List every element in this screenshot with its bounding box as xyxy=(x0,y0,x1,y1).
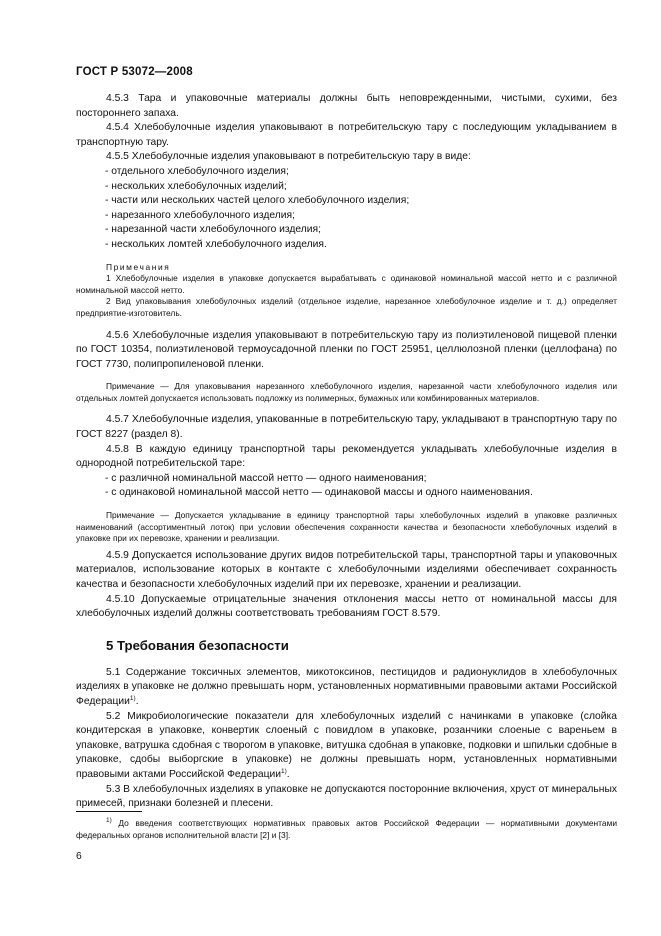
footnote-separator xyxy=(76,811,142,812)
clause-5-2-text: 5.2 Микробиологические показатели для хлебобулочных изделий с начинками в упаковке (слойка кондитерская в упаковке, конвертик слоеный с повидлом в упаковке, розанчики слоеные с вареньем в упаковке, ватрушка сдобная с творогом в упаковке, витушка сдобная в упаковке, подковки и шпильки сдобные в упаковке, сдобы выборгские в упаковке) не должны превышать норм, установленных нормативными правовыми актами Российской Федерации xyxy=(76,710,617,780)
footnote-ref: 1) xyxy=(129,694,136,702)
clause-4-5-5: 4.5.5 Хлебобулочные изделия упаковывают в потребительскую тару в виде: xyxy=(106,151,471,163)
document-header: ГОСТ Р 53072—2008 xyxy=(76,66,193,78)
clause-4-5-6: 4.5.6 Хлебобулочные изделия упаковывают в потребительскую тару из полиэтиленовой пищевой пленки по ГОСТ 10354, полиэтиленовой термоусадочной пленки по ГОСТ 25951, целлюлозной пленки (целлофана) по ГОСТ 7730, полипропиленовой пленки. xyxy=(76,329,617,370)
clause-4-5-3: 4.5.3 Тара и упаковочные материалы должны быть неповрежденными, чистыми, сухими, без постороннего запаха. xyxy=(76,93,617,119)
list-item: - с одинаковой номинальной массой нетто — одинаковой массы и одного наименования. xyxy=(105,487,533,499)
footnote-ref: 1) xyxy=(281,767,287,775)
footnote-text: До введения соответствующих нормативных правовых актов Российской Федерации — нормативными документами федеральных органов исполнительной власти [2] и [3]. xyxy=(76,818,618,840)
clause-4-5-10: 4.5.10 Допускаемые отрицательные значения отклонения массы нетто от номинальной массы для хлебобулочных изделий должны соответствовать требованиям ГОСТ 8.579. xyxy=(76,593,617,620)
footnote xyxy=(76,818,617,841)
clause-4-5-9: 4.5.9 Допускается использование других видов потребительской тары, транспортной тары и упаковочных материалов, использование которых в контакте с хлебобулочными изделиями обеспечивает сохранность качества и безопасности хлебобулочных изделий при их перевозке, хранении и реализации. xyxy=(76,549,617,590)
document-body xyxy=(76,92,617,812)
footnote-mark: 1) xyxy=(106,817,112,824)
note-item: 1 Хлебобулочные изделия в упаковке допускается вырабатывать с одинаковой номинальной массой нетто и с различной номинальной массой нетто. xyxy=(76,273,617,295)
list-item: - нескольких хлебобулочных изделий; xyxy=(105,180,287,192)
clause-5-1: 5.1 Содержание токсичных элементов, микотоксинов, пестицидов и радионуклидов в хлебобулочных изделиях в упаковке не должно превышать норм, установленных нормативными правовыми актами Российской Федерации$^{1)}$. xyxy=(76,666,617,707)
section-title: 5 Требования безопасности xyxy=(106,637,289,653)
clause-5-3: 5.3 В хлебобулочных изделиях в упаковке не допускаются посторонние включения, хруст от минеральных примесей, признаки болезней и плесени. xyxy=(76,783,617,810)
list-item: - нарезанной части хлебобулочного изделия; xyxy=(105,224,321,236)
list-item: - нарезанного хлебобулочного изделия; xyxy=(105,209,295,221)
clause-4-5-4: 4.5.4 Хлебобулочные изделия упаковывают в потребительскую тару с последующим укладыванием в транспортную тару. xyxy=(76,122,617,148)
note: Примечание — Допускается укладывание в единицу транспортной тары хлебобулочных изделий в упаковке различных наименований (ассортиментный лоток) при условии обеспечения сохранности качества и безопасности хлебобулочных изделий в упаковке при их перевозке, хранении и реализации. xyxy=(76,510,617,544)
list-item: - отдельного хлебобулочного изделия; xyxy=(105,165,289,177)
clause-5-1-text: 5.1 Содержание токсичных элементов, микотоксинов, пестицидов и радионуклидов в хлебобулочных изделиях в упаковке не должно превышать норм, установленных нормативными правовыми актами Российской Федерации xyxy=(76,666,617,707)
note: Примечание — Для упаковывания нарезанного хлебобулочного изделия, нарезанной части хлебобулочного изделия или отдельных ломтей допускается использовать подложку из полимерных, бумажных или комбинированных материалов. xyxy=(76,381,617,403)
list-item: - нескольких ломтей хлебобулочного изделия. xyxy=(105,238,327,250)
clause-4-5-8: 4.5.8 В каждую единицу транспортной тары рекомендуется укладывать хлебобулочные изделия в однородной потребительской таре: xyxy=(76,443,617,470)
list-item: - части или нескольких частей целого хлебобулочного изделия; xyxy=(105,195,410,207)
clause-4-5-7: 4.5.7 Хлебобулочные изделия, упакованные в потребительскую тару, укладывают в транспортную тару по ГОСТ 8227 (раздел 8). xyxy=(76,414,617,441)
note-item: 2 Вид упаковывания хлебобулочных изделий (отдельное изделие, нарезанное хлебобулочное изделие и т. д.) определяет предприятие-изготовитель. xyxy=(76,296,617,318)
clause-5-2: 5.2 Микробиологические показатели для хлебобулочных изделий с начинками в упаковке (слойка кондитерская в упаковке, конвертик слоеный с повидлом в упаковке, розанчики слоеные с вареньем в упаковке, ватрушка сдобная с творогом в упаковке, витушка сдобная в упаковке, подковки и шпильки сдобные в упаковке, сдобы выборгские в упаковке) не должны превышать норм, установленных нормативными правовыми актами Российской Федерации$^{1)}$. xyxy=(76,710,617,780)
list-item: - с различной номинальной массой нетто — одного наименования; xyxy=(105,472,427,484)
notes-title: Примечания xyxy=(106,261,171,272)
page-number: 6 xyxy=(76,851,82,862)
